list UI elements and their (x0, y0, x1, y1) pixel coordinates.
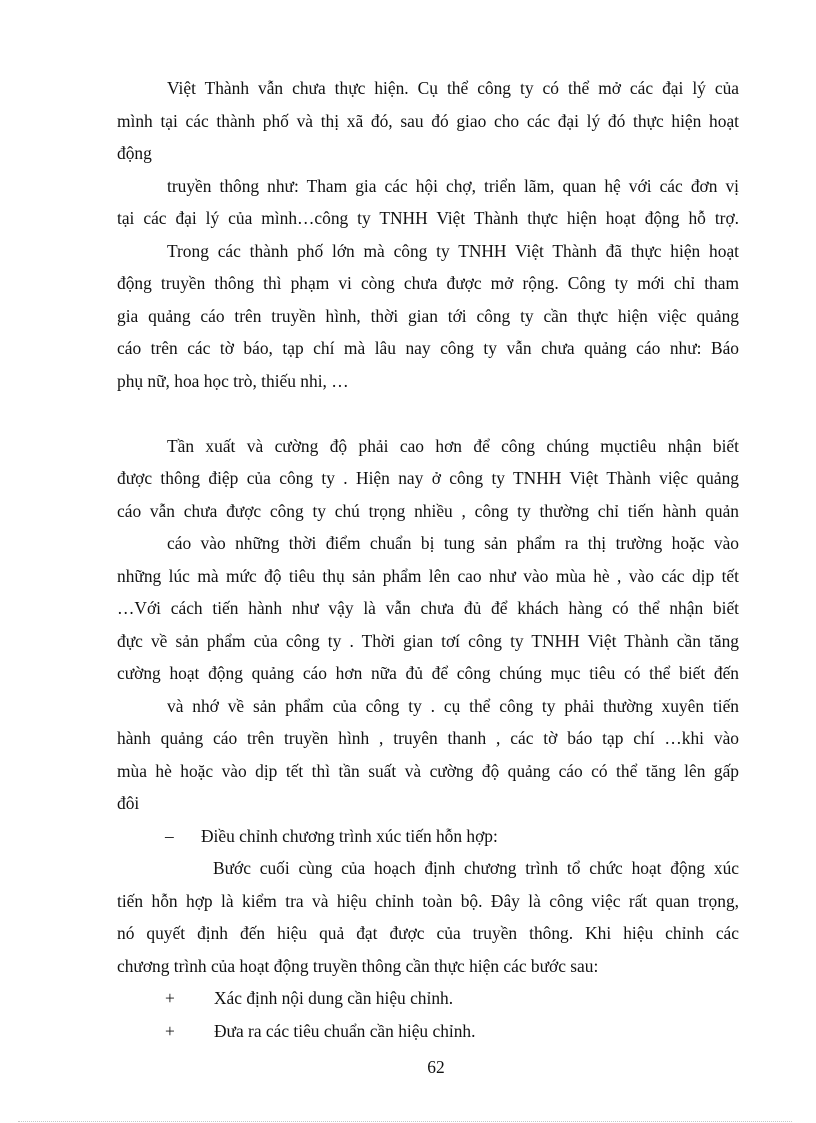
paragraph-line: gia quảng cáo trên truyền hình, thời gian tới công ty cần thực hiện việc quảng (117, 305, 739, 326)
bullet-heading (117, 820, 739, 853)
plus-list-item (117, 1015, 739, 1048)
bullet-heading-text: Điều chỉnh chương trình xúc tiến hỗn hợp: (201, 825, 498, 846)
paragraph-line: chương trình của hoạt động truyền thông cần thực hiện các bước sau: (117, 955, 599, 976)
blank-line (117, 397, 739, 430)
paragraph-line: và nhớ về sản phẩm của công ty . cụ thể công ty phải thường xuyên tiến (167, 695, 739, 716)
paragraph-line: tại các đại lý của mình…công ty TNHH Việt Thành thực hiện hoạt động hỗ trợ. (117, 208, 739, 228)
paragraph-line: …Với cách tiến hành như vậy là vẫn chưa đủ để khách hàng có thể nhận biết (117, 598, 739, 618)
paragraph-line: cáo vẫn chưa được công ty chú trọng nhiều , công ty thường chỉ tiến hành quản (117, 500, 739, 521)
page-number: 62 (427, 1057, 445, 1077)
paragraph-line: động (117, 143, 152, 163)
paragraph-line: mùa hè hoặc vào dịp tết thì tần suất và cường độ quảng cáo có thể tăng lên gấp (117, 760, 739, 781)
paragraph-line: Bước cuối cùng của hoạch định chương trình tổ chức hoạt động xúc (213, 858, 739, 878)
paragraph-line: Trong các thành phố lớn mà công ty TNHH Việt Thành đã thực hiện hoạt (167, 240, 739, 261)
plus-marker: + (165, 988, 175, 1008)
paragraph-line: cáo vào những thời điểm chuẩn bị tung sản phẩm ra thị trường hoặc vào (167, 533, 739, 553)
paragraph-line: cường hoạt động quảng cáo hơn nữa đủ để công chúng mục tiêu có thể biết đến (117, 663, 739, 683)
paragraph-line: đực về sản phẩm của công ty . Thời gian tơí công ty TNHH Việt Thành cần tăng (117, 630, 739, 651)
page-bottom-rule (18, 1121, 792, 1122)
paragraph-line: Tần xuất và cường độ phải cao hơn để công chúng mụctiêu nhận biết (167, 435, 739, 456)
plus-marker: + (165, 1020, 175, 1041)
paragraph-line: cáo trên các tờ báo, tạp chí mà lâu nay công ty vẫn chưa quảng cáo như: Báo (117, 338, 739, 358)
plus-item-text: Xác định nội dung cần hiệu chỉnh. (214, 988, 454, 1008)
plus-list-item (117, 982, 739, 1015)
paragraph-line: được thông điệp của công ty . Hiện nay ở công ty TNHH Việt Thành việc quảng (117, 468, 739, 488)
paragraph-line: phụ nữ, hoa học trò, thiếu nhi, … (117, 370, 349, 391)
paragraph-line: Việt Thành vẫn chưa thực hiện. Cụ thể công ty có thể mở các đại lý của (167, 78, 739, 98)
dash-marker: – (165, 825, 174, 846)
paragraph-line: truyền thông như: Tham gia các hội chợ, triển lãm, quan hệ với các đơn vị (167, 175, 739, 196)
paragraph-line: mình tại các thành phố và thị xã đó, sau đó giao cho các đại lý đó thực hiện hoạt (117, 110, 739, 131)
document-body (117, 72, 739, 1047)
paragraph-line: nó quyết định đến hiệu quả đạt được của truyền thông. Khi hiệu chỉnh các (117, 923, 739, 943)
paragraph-line: đôi (117, 793, 140, 813)
paragraph-line: động truyền thông thì phạm vi còng chưa được mở rộng. Công ty mới chỉ tham (117, 273, 739, 293)
paragraph-line: những lúc mà mức độ tiêu thụ sản phẩm lên cao như vào mùa hè , vào các dịp tết (117, 565, 739, 586)
plus-item-text: Đưa ra các tiêu chuẩn cần hiệu chỉnh. (214, 1020, 476, 1041)
paragraph-line: hành quảng cáo trên truyền hình , truyên thanh , các tờ báo tạp chí …khi vào (117, 728, 739, 748)
paragraph-line: tiến hỗn hợp là kiểm tra và hiệu chỉnh toàn bộ. Đây là công việc rất quan trọng, (117, 890, 739, 911)
